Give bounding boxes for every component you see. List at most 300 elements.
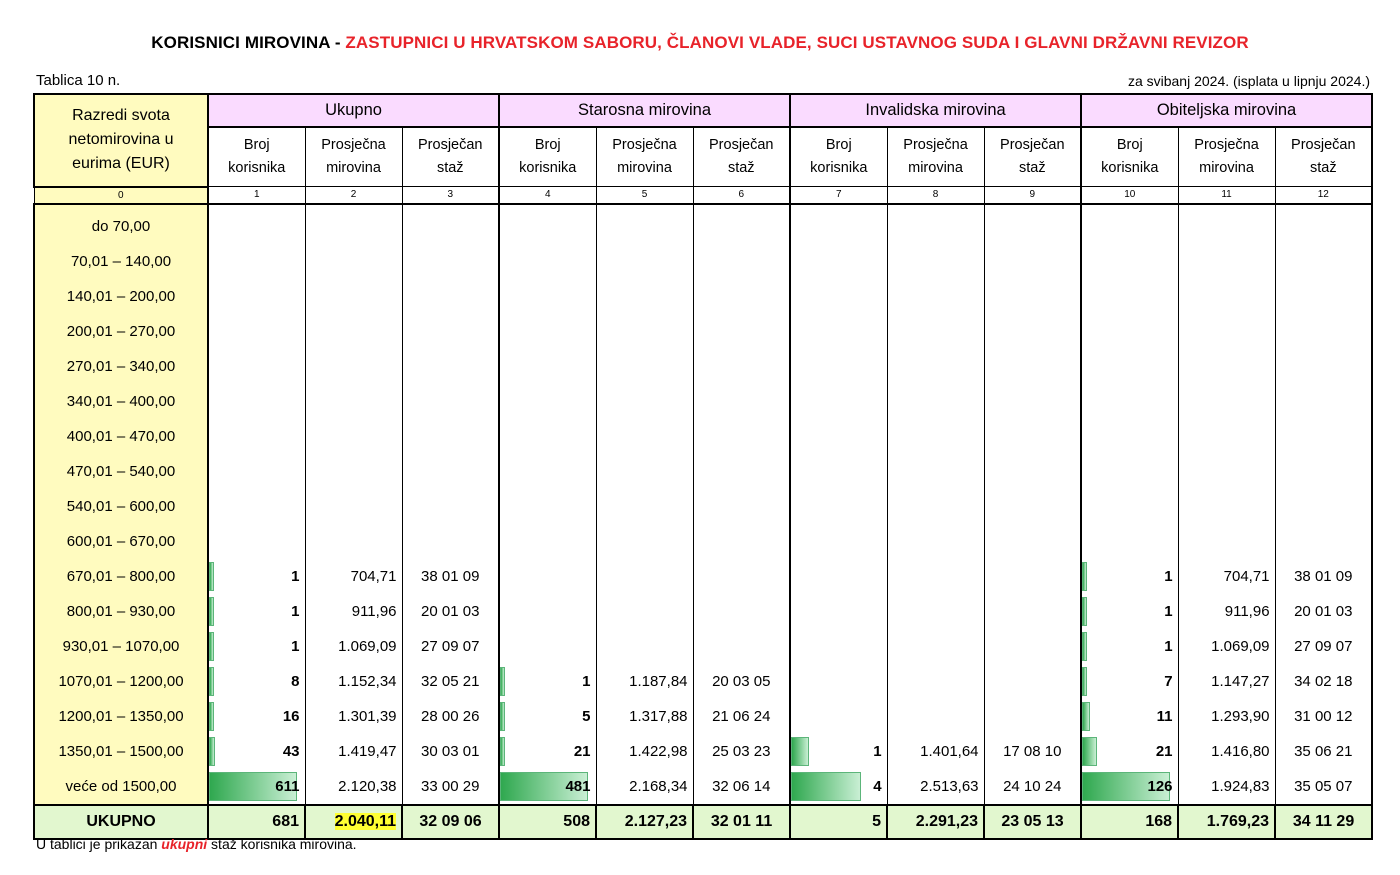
row-label: 1070,01 – 1200,00 xyxy=(34,664,208,699)
cell-avg-service xyxy=(402,594,499,629)
cell-value: 8 xyxy=(291,672,300,690)
column-header xyxy=(596,127,693,187)
cell-avg-pension xyxy=(305,419,402,454)
table-row xyxy=(34,419,1372,454)
data-bar xyxy=(791,737,809,766)
cell-avg-pension xyxy=(1178,349,1275,384)
cell-value: 35 06 21 xyxy=(1294,742,1353,760)
table-row xyxy=(34,279,1372,314)
cell-count xyxy=(1081,349,1178,384)
table-row xyxy=(34,349,1372,384)
cell-value: 21 xyxy=(573,742,591,760)
row-header-line: Razredi svota xyxy=(72,107,170,125)
column-header xyxy=(984,127,1081,187)
data-bar xyxy=(1082,632,1087,661)
cell-value: 21 06 24 xyxy=(712,707,771,725)
column-number: 6 xyxy=(693,187,790,204)
cell-avg-pension xyxy=(1178,244,1275,279)
column-number: 12 xyxy=(1275,187,1372,204)
cell-count xyxy=(1081,559,1178,594)
data-bar xyxy=(209,632,214,661)
cell-count xyxy=(499,734,596,769)
total-cell xyxy=(984,805,1081,839)
column-header xyxy=(790,127,887,187)
cell-avg-pension xyxy=(887,699,984,734)
data-bar xyxy=(209,737,215,766)
cell-avg-pension xyxy=(596,524,693,559)
cell-count xyxy=(790,559,887,594)
total-value: 23 05 13 xyxy=(1001,812,1064,830)
column-number: 0 xyxy=(34,187,208,204)
cell-value: 30 03 01 xyxy=(421,742,480,760)
cell-avg-service xyxy=(402,524,499,559)
total-label: UKUPNO xyxy=(34,805,208,839)
row-header-line: netomirovina u xyxy=(68,131,174,149)
cell-count xyxy=(790,384,887,419)
cell-avg-service xyxy=(693,524,790,559)
cell-value: 1 xyxy=(1164,602,1173,620)
footnote-text: U tablici je prikazan xyxy=(36,836,162,852)
column-header-line: korisnika xyxy=(519,160,577,176)
cell-count xyxy=(208,769,305,805)
column-number: 3 xyxy=(402,187,499,204)
cell-count xyxy=(499,489,596,524)
cell-avg-pension xyxy=(1178,314,1275,349)
cell-avg-service xyxy=(984,699,1081,734)
cell-avg-service xyxy=(1275,769,1372,805)
cell-avg-pension xyxy=(1178,489,1275,524)
cell-value: 1.924,83 xyxy=(1211,777,1270,795)
cell-avg-pension xyxy=(596,559,693,594)
cell-avg-pension xyxy=(596,489,693,524)
cell-avg-pension xyxy=(887,629,984,664)
column-header-line: Prosječan xyxy=(418,137,483,153)
cell-value: 33 00 29 xyxy=(421,777,480,795)
column-header-line: mirovina xyxy=(1199,160,1254,176)
cell-count xyxy=(1081,594,1178,629)
cell-avg-pension xyxy=(887,559,984,594)
row-label: 400,01 – 470,00 xyxy=(34,419,208,454)
cell-avg-service xyxy=(402,559,499,594)
cell-count xyxy=(208,489,305,524)
cell-value: 1.419,47 xyxy=(338,742,397,760)
cell-value: 1.069,09 xyxy=(338,637,397,655)
total-cell xyxy=(208,805,305,839)
cell-avg-service xyxy=(693,349,790,384)
cell-count xyxy=(499,384,596,419)
total-row xyxy=(34,805,1372,839)
cell-count xyxy=(790,244,887,279)
cell-value: 11 xyxy=(1156,707,1173,725)
cell-value: 31 00 12 xyxy=(1294,707,1353,725)
cell-avg-pension xyxy=(596,769,693,805)
row-label: veće od 1500,00 xyxy=(34,769,208,805)
column-header xyxy=(499,127,596,187)
total-value: 2.040,11 xyxy=(334,812,396,830)
cell-avg-service xyxy=(984,349,1081,384)
cell-avg-service xyxy=(693,769,790,805)
cell-value: 1 xyxy=(1164,637,1173,655)
cell-avg-pension xyxy=(596,244,693,279)
cell-avg-pension xyxy=(305,279,402,314)
table-row xyxy=(34,204,1372,244)
cell-avg-pension xyxy=(596,384,693,419)
column-number: 10 xyxy=(1081,187,1178,204)
cell-avg-pension xyxy=(305,664,402,699)
cell-value: 16 xyxy=(282,707,300,725)
period-label: za svibanj 2024. (isplata u lipnju 2024.) xyxy=(1127,73,1370,89)
cell-avg-pension xyxy=(1178,664,1275,699)
column-header-line: korisnika xyxy=(1101,160,1159,176)
cell-avg-pension xyxy=(887,664,984,699)
row-label: 200,01 – 270,00 xyxy=(34,314,208,349)
cell-count xyxy=(1081,489,1178,524)
cell-avg-service xyxy=(693,594,790,629)
cell-count xyxy=(790,349,887,384)
cell-avg-pension xyxy=(596,419,693,454)
cell-avg-service xyxy=(984,279,1081,314)
row-label: 1350,01 – 1500,00 xyxy=(34,734,208,769)
row-label: 540,01 – 600,00 xyxy=(34,489,208,524)
cell-count xyxy=(208,594,305,629)
cell-avg-pension xyxy=(1178,629,1275,664)
cell-avg-service xyxy=(402,204,499,244)
data-bar xyxy=(1082,702,1090,731)
cell-count xyxy=(499,314,596,349)
row-label: 670,01 – 800,00 xyxy=(34,559,208,594)
column-number: 5 xyxy=(596,187,693,204)
cell-avg-service xyxy=(1275,349,1372,384)
cell-avg-pension xyxy=(305,629,402,664)
row-label: 930,01 – 1070,00 xyxy=(34,629,208,664)
cell-value: 17 08 10 xyxy=(1003,742,1062,760)
cell-avg-service xyxy=(693,384,790,419)
column-number: 1 xyxy=(208,187,305,204)
cell-count xyxy=(1081,204,1178,244)
cell-value: 1.416,80 xyxy=(1211,742,1270,760)
column-header-line: Prosječna xyxy=(612,137,677,153)
cell-avg-pension xyxy=(596,314,693,349)
cell-avg-pension xyxy=(596,664,693,699)
cell-avg-service xyxy=(402,699,499,734)
cell-count xyxy=(790,204,887,244)
table-row xyxy=(34,244,1372,279)
cell-value: 1.317,88 xyxy=(629,707,688,725)
cell-count xyxy=(208,204,305,244)
cell-count xyxy=(499,629,596,664)
row-label: 800,01 – 930,00 xyxy=(34,594,208,629)
cell-avg-pension xyxy=(596,699,693,734)
cell-avg-service xyxy=(984,204,1081,244)
cell-avg-service xyxy=(1275,559,1372,594)
cell-avg-pension xyxy=(305,559,402,594)
cell-avg-service xyxy=(693,279,790,314)
cell-avg-pension xyxy=(305,384,402,419)
cell-count xyxy=(790,629,887,664)
cell-value: 28 00 26 xyxy=(421,707,480,725)
cell-avg-pension xyxy=(596,204,693,244)
cell-avg-service xyxy=(1275,454,1372,489)
cell-avg-service xyxy=(984,454,1081,489)
column-header xyxy=(1081,127,1178,187)
data-bar xyxy=(1082,667,1087,696)
total-value: 2.291,23 xyxy=(915,812,979,830)
cell-count xyxy=(790,594,887,629)
cell-avg-pension xyxy=(305,454,402,489)
data-bar xyxy=(791,772,861,801)
cell-avg-service xyxy=(1275,279,1372,314)
cell-avg-service xyxy=(1275,489,1372,524)
cell-value: 20 01 03 xyxy=(1294,602,1353,620)
cell-avg-service xyxy=(693,664,790,699)
cell-count xyxy=(499,204,596,244)
data-bar xyxy=(209,702,214,731)
cell-avg-service xyxy=(693,629,790,664)
data-bar xyxy=(1082,597,1087,626)
total-cell xyxy=(1178,805,1275,839)
table-row xyxy=(34,559,1372,594)
cell-avg-service xyxy=(402,629,499,664)
cell-avg-pension xyxy=(305,349,402,384)
cell-value: 1 xyxy=(291,602,300,620)
column-header-line: staž xyxy=(727,160,755,176)
cell-count xyxy=(1081,524,1178,559)
cell-avg-pension xyxy=(887,769,984,805)
cell-count xyxy=(499,594,596,629)
cell-count xyxy=(790,524,887,559)
cell-avg-service xyxy=(693,244,790,279)
cell-avg-service xyxy=(984,664,1081,699)
row-label: 140,01 – 200,00 xyxy=(34,279,208,314)
cell-avg-pension xyxy=(887,204,984,244)
cell-value: 34 02 18 xyxy=(1294,672,1353,690)
cell-avg-pension xyxy=(596,594,693,629)
table-number: Tablica 10 n. xyxy=(36,72,121,89)
cell-avg-pension xyxy=(596,349,693,384)
data-bar xyxy=(1082,737,1097,766)
column-header-line: Broj xyxy=(243,137,270,153)
cell-value: 126 xyxy=(1147,777,1173,795)
cell-count xyxy=(1081,454,1178,489)
cell-count xyxy=(499,419,596,454)
cell-count xyxy=(790,699,887,734)
table-row xyxy=(34,489,1372,524)
cell-count xyxy=(790,454,887,489)
cell-value: 911,96 xyxy=(351,602,397,620)
column-number: 9 xyxy=(984,187,1081,204)
column-header-line: korisnika xyxy=(228,160,286,176)
table-row xyxy=(34,769,1372,805)
cell-avg-service xyxy=(984,419,1081,454)
cell-avg-service xyxy=(1275,699,1372,734)
cell-count xyxy=(790,769,887,805)
cell-value: 704,71 xyxy=(1223,567,1270,585)
data-bar xyxy=(1082,562,1087,591)
cell-value: 1.147,27 xyxy=(1211,672,1270,690)
cell-avg-pension xyxy=(1178,204,1275,244)
row-label: 70,01 – 140,00 xyxy=(34,244,208,279)
cell-avg-service xyxy=(984,314,1081,349)
cell-count xyxy=(208,699,305,734)
row-label: 600,01 – 670,00 xyxy=(34,524,208,559)
cell-avg-service xyxy=(402,349,499,384)
cell-avg-service xyxy=(693,489,790,524)
cell-value: 20 01 03 xyxy=(421,602,480,620)
cell-count xyxy=(208,384,305,419)
cell-count xyxy=(208,559,305,594)
table-row xyxy=(34,384,1372,419)
cell-count xyxy=(1081,734,1178,769)
cell-value: 704,71 xyxy=(350,567,397,585)
cell-avg-pension xyxy=(596,279,693,314)
table-row xyxy=(34,314,1372,349)
cell-avg-pension xyxy=(887,454,984,489)
column-header-line: Broj xyxy=(825,137,852,153)
cell-count xyxy=(208,314,305,349)
cell-value: 2.513,63 xyxy=(920,777,979,795)
cell-avg-service xyxy=(693,699,790,734)
cell-value: 1 xyxy=(873,742,882,760)
column-header-line: staž xyxy=(1018,160,1046,176)
cell-count xyxy=(208,454,305,489)
cell-value: 20 03 05 xyxy=(712,672,771,690)
cell-avg-service xyxy=(693,734,790,769)
cell-avg-pension xyxy=(1178,594,1275,629)
cell-value: 43 xyxy=(282,742,300,760)
cell-value: 32 05 21 xyxy=(421,672,480,690)
cell-value: 21 xyxy=(1155,742,1173,760)
cell-value: 1.301,39 xyxy=(338,707,397,725)
row-header xyxy=(34,94,208,187)
data-bar xyxy=(500,702,505,731)
column-header-line: mirovina xyxy=(326,160,381,176)
cell-avg-service xyxy=(693,559,790,594)
cell-count xyxy=(790,734,887,769)
column-header xyxy=(1275,127,1372,187)
cell-count xyxy=(1081,314,1178,349)
cell-avg-pension xyxy=(305,489,402,524)
total-value: 32 09 06 xyxy=(419,812,482,830)
total-cell xyxy=(693,805,790,839)
cell-avg-pension xyxy=(305,699,402,734)
column-header-line: Prosječna xyxy=(903,137,968,153)
cell-count xyxy=(499,279,596,314)
table-row xyxy=(34,734,1372,769)
cell-count xyxy=(208,279,305,314)
column-header-line: mirovina xyxy=(908,160,963,176)
total-cell xyxy=(596,805,693,839)
column-header-line: staž xyxy=(436,160,464,176)
cell-avg-service xyxy=(402,384,499,419)
cell-avg-service xyxy=(1275,244,1372,279)
cell-count xyxy=(790,489,887,524)
data-bar xyxy=(209,562,214,591)
cell-value: 5 xyxy=(582,707,591,725)
column-header xyxy=(887,127,984,187)
cell-avg-service xyxy=(693,204,790,244)
cell-avg-pension xyxy=(1178,454,1275,489)
cell-avg-service xyxy=(984,594,1081,629)
column-number: 2 xyxy=(305,187,402,204)
cell-count xyxy=(208,349,305,384)
cell-avg-service xyxy=(402,419,499,454)
cell-avg-pension xyxy=(596,734,693,769)
cell-count xyxy=(499,664,596,699)
total-value: 1.769,23 xyxy=(1206,812,1270,830)
cell-value: 1 xyxy=(582,672,591,690)
cell-value: 2.168,34 xyxy=(629,777,688,795)
cell-avg-pension xyxy=(887,244,984,279)
cell-avg-pension xyxy=(1178,384,1275,419)
cell-count xyxy=(208,664,305,699)
row-label: 270,01 – 340,00 xyxy=(34,349,208,384)
cell-value: 611 xyxy=(275,777,300,795)
cell-avg-pension xyxy=(596,454,693,489)
cell-avg-service xyxy=(402,734,499,769)
cell-value: 27 09 07 xyxy=(1294,637,1353,655)
total-cell xyxy=(1081,805,1178,839)
row-label: 470,01 – 540,00 xyxy=(34,454,208,489)
total-value: 5 xyxy=(872,812,882,830)
table-row xyxy=(34,699,1372,734)
column-header-line: staž xyxy=(1309,160,1337,176)
row-label: 340,01 – 400,00 xyxy=(34,384,208,419)
table-row xyxy=(34,629,1372,664)
total-cell xyxy=(790,805,887,839)
cell-count xyxy=(1081,279,1178,314)
total-cell xyxy=(305,805,402,839)
total-value: 34 11 29 xyxy=(1292,812,1355,830)
cell-count xyxy=(499,349,596,384)
cell-avg-service xyxy=(984,769,1081,805)
column-header-line: Prosječan xyxy=(709,137,774,153)
total-value: 681 xyxy=(272,812,299,830)
cell-avg-pension xyxy=(1178,734,1275,769)
data-bar xyxy=(209,597,214,626)
column-header xyxy=(402,127,499,187)
row-label: do 70,00 xyxy=(34,204,208,244)
cell-value: 1.293,90 xyxy=(1211,707,1270,725)
column-header xyxy=(1178,127,1275,187)
cell-value: 481 xyxy=(565,777,591,795)
column-number: 7 xyxy=(790,187,887,204)
footnote xyxy=(36,836,357,852)
cell-value: 1.187,84 xyxy=(629,672,688,690)
group-header-ukupno: Ukupno xyxy=(208,94,499,127)
cell-count xyxy=(1081,629,1178,664)
cell-avg-service xyxy=(984,734,1081,769)
cell-avg-service xyxy=(984,244,1081,279)
cell-avg-service xyxy=(402,664,499,699)
data-bar xyxy=(209,667,214,696)
column-header xyxy=(208,127,305,187)
cell-count xyxy=(790,419,887,454)
cell-value: 1 xyxy=(1164,567,1173,585)
total-value: 168 xyxy=(1145,812,1173,830)
cell-avg-service xyxy=(1275,384,1372,419)
column-header xyxy=(305,127,402,187)
cell-avg-service xyxy=(984,559,1081,594)
row-header-line: eurima (EUR) xyxy=(72,155,170,173)
cell-avg-pension xyxy=(887,734,984,769)
cell-value: 7 xyxy=(1164,672,1173,690)
group-header-starosna: Starosna mirovina xyxy=(499,94,790,127)
cell-value: 27 09 07 xyxy=(421,637,480,655)
cell-avg-pension xyxy=(1178,419,1275,454)
table-row xyxy=(34,524,1372,559)
cell-avg-service xyxy=(402,244,499,279)
cell-value: 1.422,98 xyxy=(629,742,688,760)
